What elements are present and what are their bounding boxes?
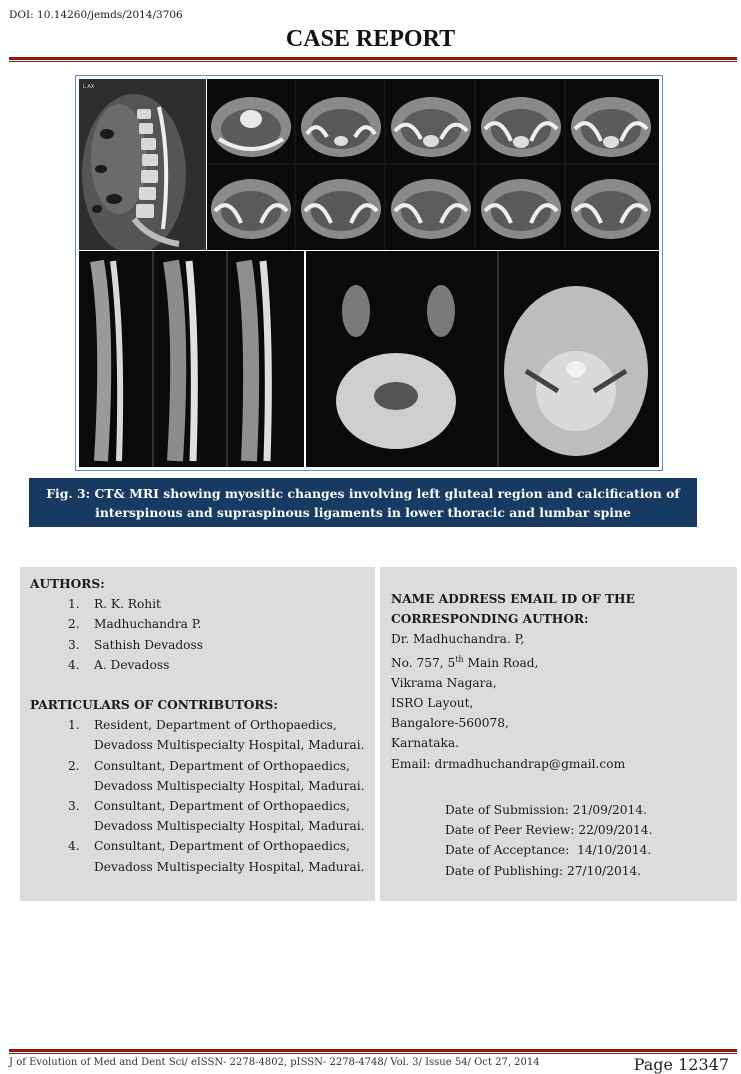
contributors-list	[30, 715, 375, 877]
figure-frame	[75, 75, 663, 471]
date-submission: Date of Submission: 21/09/2014.	[445, 803, 647, 817]
address-line-4: Bangalore-560078,	[391, 716, 509, 731]
footer-rule	[9, 1049, 737, 1052]
authors-box	[20, 567, 375, 901]
figure-caption	[29, 478, 697, 527]
footer-citation: J of Evolution of Med and Dent Sci/ eISSN- 2278-4802, pISSN- 2278-4748/ Vol. 3/ Issue 54/ Oct 27, 2014	[9, 1057, 540, 1068]
authors-list	[30, 594, 375, 675]
corresponding-name: Dr. Madhuchandra. P,	[391, 632, 525, 647]
corresponding-heading-1: NAME ADDRESS EMAIL ID OF THE	[391, 592, 635, 606]
svg-text:L AX: L AX	[83, 84, 95, 90]
authors-heading: AUTHORS:	[30, 577, 105, 591]
date-peer-review: Date of Peer Review: 22/09/2014.	[445, 823, 653, 838]
mri-axial-image	[306, 251, 659, 467]
address-line-5: Karnataka.	[391, 736, 460, 751]
list-item: 3. Sathish Devadoss	[68, 637, 204, 652]
footer-rule-thin	[9, 1053, 737, 1054]
address-line-3: ISRO Layout,	[391, 696, 474, 711]
corresponding-author-box	[380, 567, 737, 901]
address-line-1: No. 757, 5th Main Road,	[391, 654, 539, 670]
header-rule	[9, 57, 737, 60]
list-item: 1. R. K. Rohit	[68, 597, 161, 612]
page-title: CASE REPORT	[285, 26, 456, 52]
list-item: 4. Consultant, Department of Orthopaedics, Devadoss Multispecialty Hospital, Madurai.	[68, 839, 365, 874]
date-publishing: Date of Publishing: 27/10/2014.	[445, 863, 642, 878]
list-item: 2. Consultant, Department of Orthopaedics, Devadoss Multispecialty Hospital, Madurai.	[68, 758, 365, 793]
corresponding-email: Email: drmadhuchandrap@gmail.com	[391, 756, 626, 771]
list-item: 4. A. Devadoss	[68, 657, 170, 672]
address-line-2: Vikrama Nagara,	[391, 675, 497, 690]
mri-sagittal-image	[79, 251, 304, 467]
caption-line-1: Fig. 3: CT& MRI showing myositic changes involving left gluteal region and calcification of	[46, 486, 680, 501]
header-rule-thin	[9, 61, 737, 62]
date-acceptance: Date of Acceptance: 14/10/2014.	[445, 843, 652, 858]
list-item: 3. Consultant, Department of Orthopaedics, Devadoss Multispecialty Hospital, Madurai.	[68, 799, 365, 834]
caption-line-2: interspinous and supraspinous ligaments in lower thoracic and lumbar spine	[95, 505, 631, 520]
contributors-heading: PARTICULARS OF CONTRIBUTORS:	[30, 698, 278, 713]
ct-axial-grid-image	[207, 79, 659, 250]
corresponding-heading-2: CORRESPONDING AUTHOR:	[391, 612, 589, 627]
list-item: 2. Madhuchandra P.	[68, 617, 202, 632]
list-item: 1. Resident, Department of Orthopaedics, Devadoss Multispecialty Hospital, Madurai.	[68, 718, 365, 753]
ct-sagittal-image	[79, 79, 206, 250]
doi-text: DOI: 10.14260/jemds/2014/3706	[9, 9, 183, 21]
page-number: Page 12347	[633, 1055, 729, 1074]
